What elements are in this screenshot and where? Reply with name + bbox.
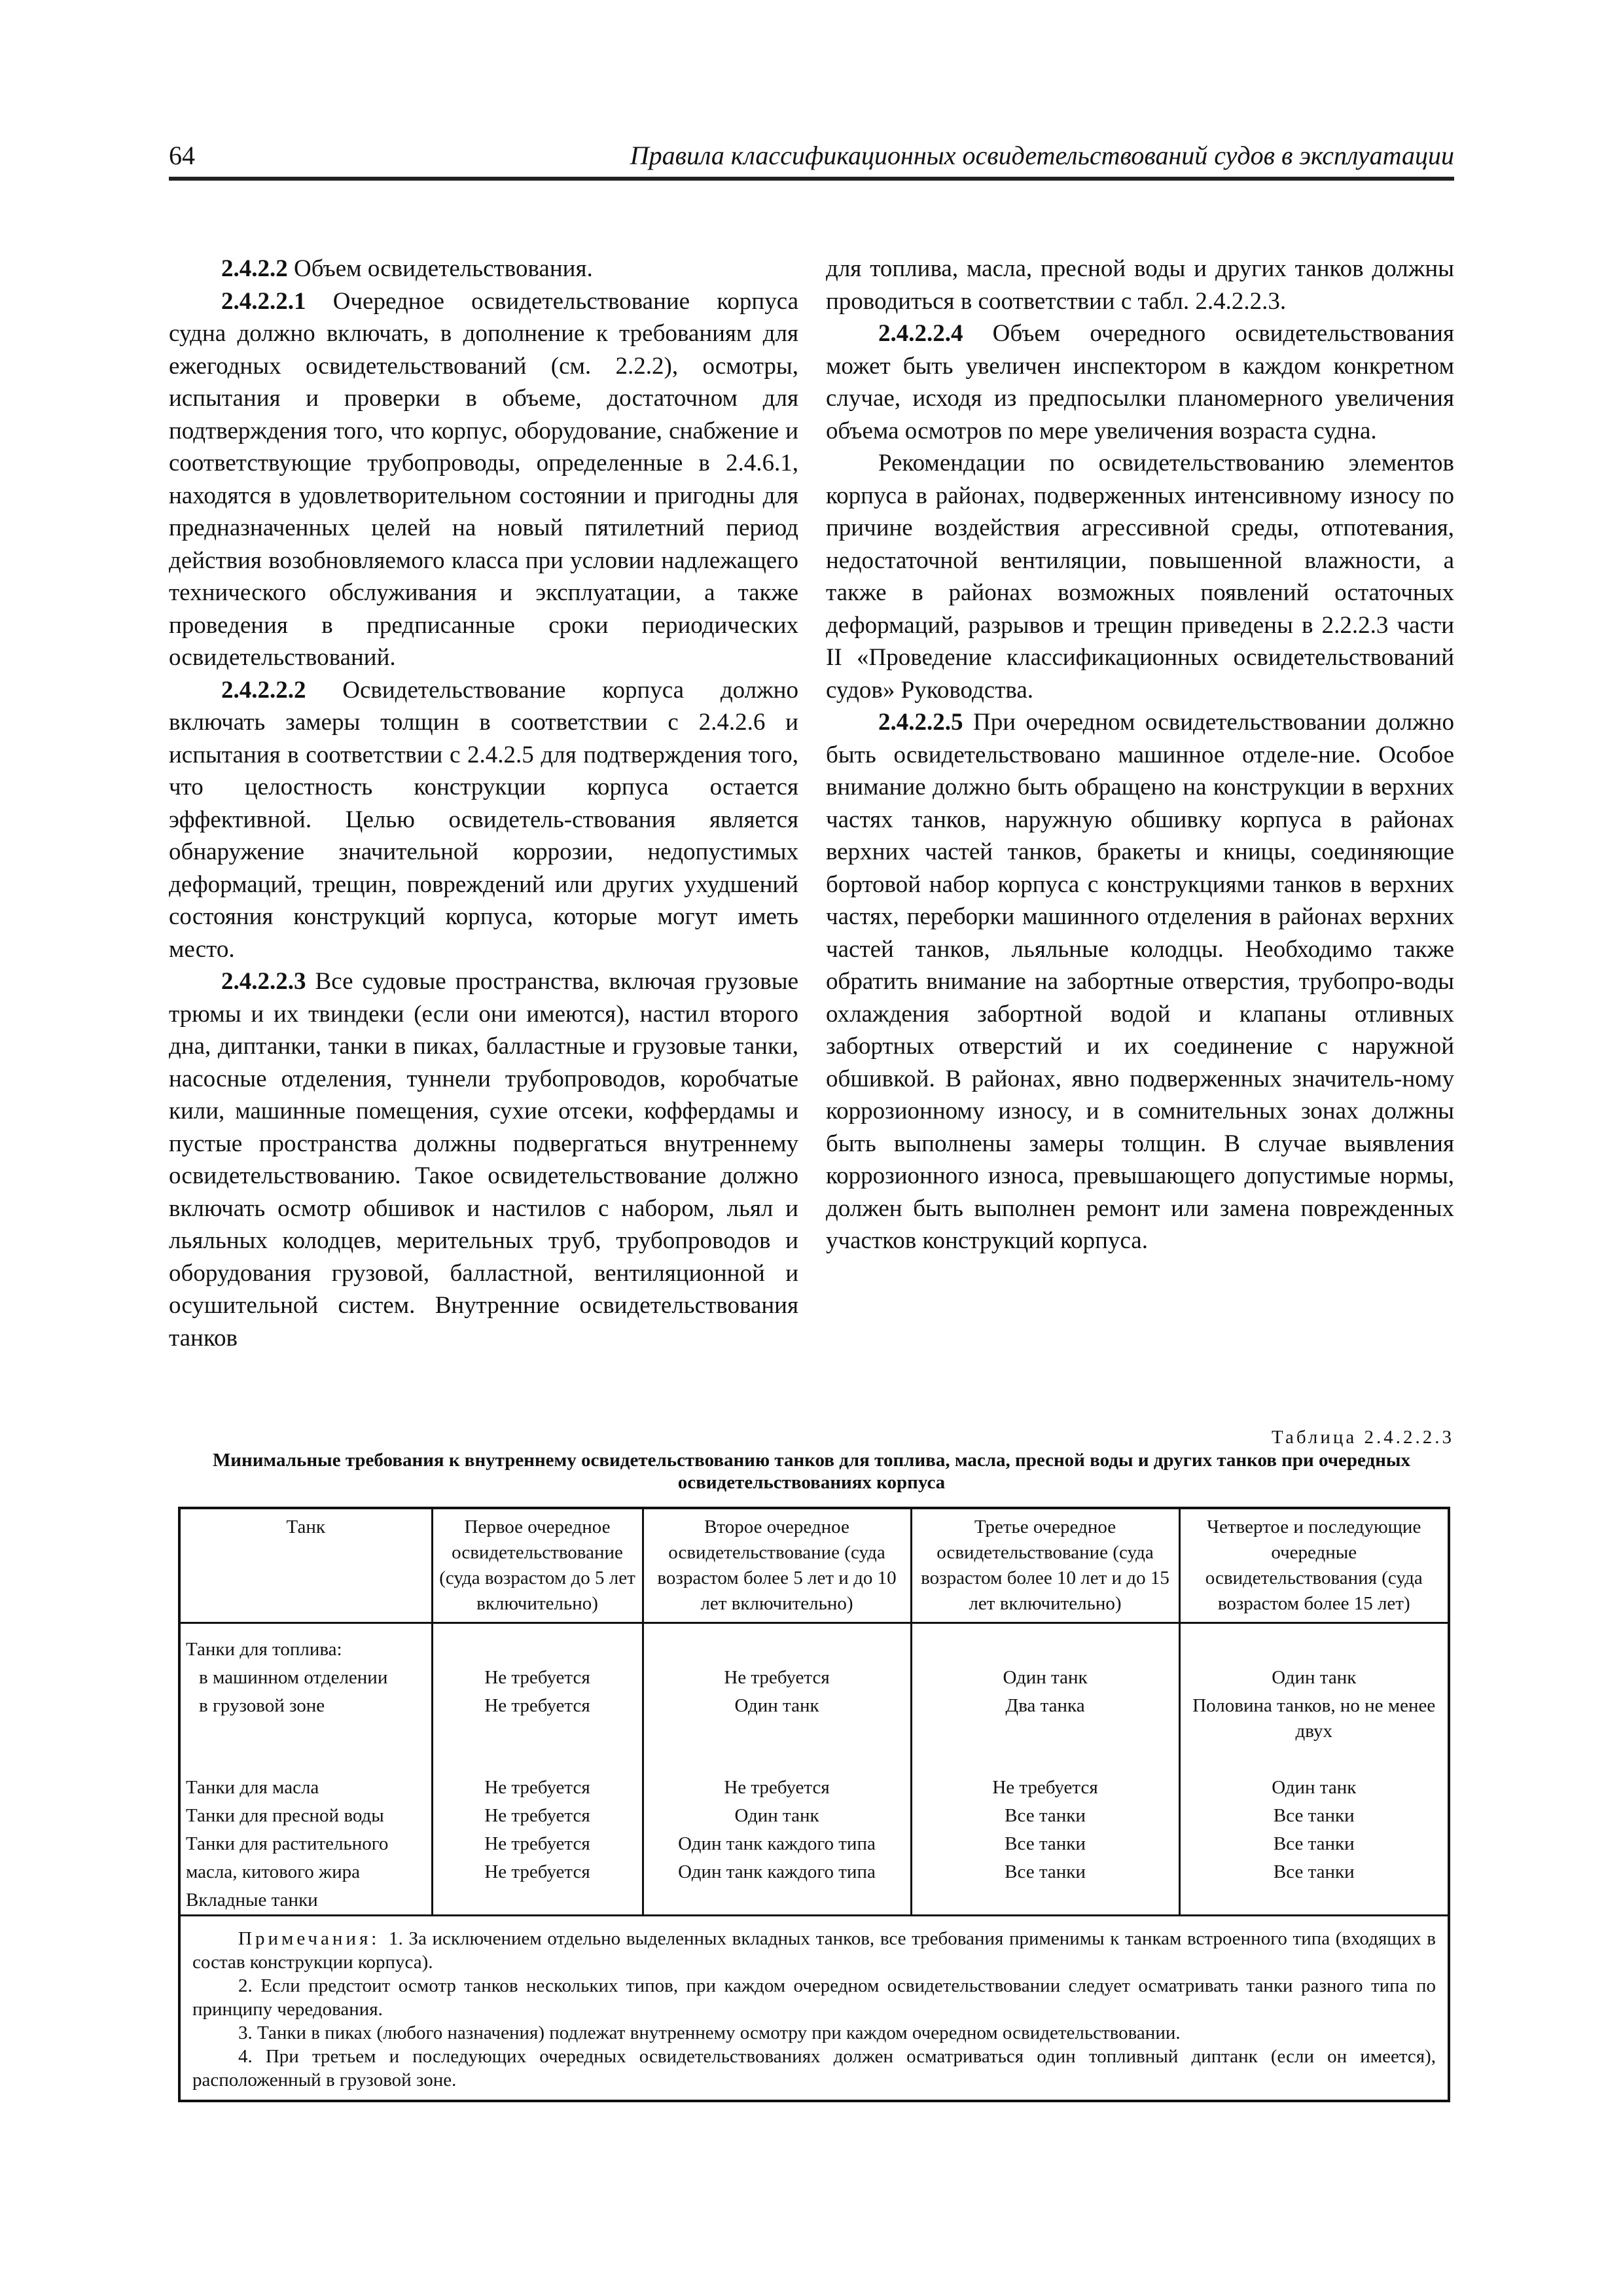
section-number: 2.4.2.2.1: [221, 287, 306, 315]
section-number: 2.4.2.2.2: [221, 676, 306, 704]
requirement-cell: [643, 1623, 911, 1664]
notes-row: [179, 1916, 1449, 2102]
requirement-cell: Не требуется: [432, 1802, 643, 1830]
tank-type-cell: Танки для масла: [179, 1774, 432, 1802]
paragraph-text: При очередном освидетельствовании должно быть освидетельствовано машинное отделе-ние. Особое внимание должно быть обращено на конструкции в верхних частях танков, наружную обшивку корпуса в районах верхних частей танков, бракеты и кницы, соединяющие бортовой набор корпуса с конструкциями танков в верхних частях, переборки машинного отделения в районах верхних частей танков, льяльные колодцы. Необходимо также обратить внимание на забортные отверстия, трубопро-воды охлаждения забортной водой и клапаны отливных забортных отверстий и их соединение с наружной обшивкой. В районах, явно подверженных значитель-ному коррозионному износу, и в сомнительных зонах должны быть выполнены замеры толщин. В случае выявления коррозионного износа, превышающего допустимые нормы, должен быть выполнен ремонт или замена поврежденных участков конструкций корпуса.: [826, 709, 1454, 1254]
table-row: [179, 1664, 1449, 1692]
table-caption: Минимальные требования к внутреннему освидетельствованию танков для топлива, масла, пресной воды и других танков при очередных освидетельствованиях корпуса: [212, 1450, 1411, 1493]
requirement-cell: Не требуется: [432, 1774, 643, 1802]
tank-type-cell: в машинном отделении: [179, 1664, 432, 1692]
requirement-cell: [1179, 1746, 1449, 1774]
tanks-table: [178, 1507, 1450, 2102]
requirement-cell: Не требуется: [432, 1830, 643, 1858]
tank-type-cell: [179, 1746, 432, 1774]
table-row: [179, 1623, 1449, 1664]
requirement-cell: [911, 1886, 1179, 1916]
requirement-cell: Не требуется: [643, 1664, 911, 1692]
note-text: 1. За исключением отдельно выделенных вкладных танков, все требования применимы к танкам встроенного типа (входящих в состав конструкции корпуса).: [192, 1928, 1436, 1973]
right-column: [826, 253, 1454, 1257]
requirement-cell: Не требуется: [432, 1858, 643, 1886]
requirement-cell: Один танк: [643, 1692, 911, 1746]
tank-type-cell: Танки для топлива:: [179, 1623, 432, 1664]
requirement-cell: Один танк: [643, 1802, 911, 1830]
requirement-cell: [911, 1746, 1179, 1774]
requirement-cell: Все танки: [1179, 1858, 1449, 1886]
paragraph-text: Объем очередного освидетельствования может быть увеличен инспектором в каждом конкретном случае, исходя из предпосылки планомерного увеличения объема осмотров по мере увеличения возраста судна.: [826, 320, 1454, 444]
header-cell: Третье очередное освидетельствование (суда возрастом более 10 лет и до 15 лет включительно): [911, 1508, 1179, 1623]
paragraph: [826, 253, 1454, 317]
requirement-cell: Один танк: [911, 1664, 1179, 1692]
paragraph-text: для топлива, масла, пресной воды и других танков должны проводиться в соответствии с табл. 2.4.2.2.3.: [826, 255, 1454, 315]
requirement-cell: Не требуется: [643, 1774, 911, 1802]
paragraph: [826, 317, 1454, 447]
tank-type-cell: Танки для растительного: [179, 1830, 432, 1858]
table-row: [179, 1886, 1449, 1916]
requirement-cell: Не требуется: [911, 1774, 1179, 1802]
header-cell: Танк: [179, 1508, 432, 1623]
left-column: [169, 253, 798, 1354]
table-note: [192, 2045, 1436, 2092]
header-rule: [169, 177, 1454, 181]
requirement-cell: Не требуется: [432, 1692, 643, 1746]
requirement-cell: Один танк каждого типа: [643, 1858, 911, 1886]
requirement-cell: [1179, 1886, 1449, 1916]
requirement-cell: Два танка: [911, 1692, 1179, 1746]
requirement-cell: Один танк: [1179, 1664, 1449, 1692]
paragraph-text: Рекомендации по освидетельствованию элементов корпуса в районах, подверженных интенсивному износу по причине воздействия агрессивной среды, отпотевания, недостаточной вентиляции, повышенной влажности, а также в районах возможных появлений остаточных деформаций, разрывов и трещин приведены в 2.2.2.3 части II «Проведение классификационных освидетельствований судов» Руководства.: [826, 450, 1454, 704]
paragraph: [169, 674, 798, 966]
note-text: 4. При третьем и последующих очередных освидетельствованиях должен осматриваться один топливный диптанк (если он имеется), расположенный в грузовой зоне.: [192, 2046, 1436, 2090]
requirement-cell: Один танк каждого типа: [643, 1830, 911, 1858]
header-cell: Четвертое и последующие очередные освидетельствования (суда возрастом более 15 лет): [1179, 1508, 1449, 1623]
requirement-cell: [1179, 1623, 1449, 1664]
notes-label: Примечания:: [238, 1928, 389, 1949]
requirement-cell: [432, 1623, 643, 1664]
table-row: [179, 1692, 1449, 1746]
section-number: 2.4.2.2.4: [878, 320, 963, 347]
section-number: 2.4.2.2.3: [221, 968, 306, 995]
paragraph-text: Все судовые пространства, включая грузовые трюмы и их твиндеки (если они имеются), настил второго дна, диптанки, танки в пиках, балластные и грузовые танки, насосные отделения, туннели трубопроводов, коробчатые кили, машинные помещения, сухие отсеки, коффердамы и пустые пространства должны подвергаться внутреннему освидетельствованию. Такое освидетельствование должно включать осмотр обшивок и настилов с набором, льял и льяльных колодцев, мерительных труб, трубопроводов и оборудования грузовой, балластной, вентиляционной и осушительной систем. Внутренние освидетельствования танков: [169, 968, 798, 1352]
paragraph: [169, 253, 798, 285]
paragraph: [826, 447, 1454, 706]
tank-type-cell: в грузовой зоне: [179, 1692, 432, 1746]
requirement-cell: Не требуется: [432, 1664, 643, 1692]
requirement-cell: [643, 1886, 911, 1916]
page-number: 64: [169, 141, 195, 170]
requirement-cell: [432, 1746, 643, 1774]
table-row: [179, 1830, 1449, 1858]
section-number: 2.4.2.2: [221, 255, 288, 282]
requirement-cell: Один танк: [1179, 1774, 1449, 1802]
header-cell: Второе очередное освидетельствование (суда возрастом более 5 лет и до 10 лет включительно): [643, 1508, 911, 1623]
table-header-row: [179, 1508, 1449, 1623]
running-title: Правила классификационных освидетельствований судов в эксплуатации: [630, 141, 1454, 170]
table-row: [179, 1802, 1449, 1830]
requirement-cell: Все танки: [911, 1858, 1179, 1886]
paragraph-text: Объем освидетельствования.: [287, 255, 593, 282]
table-row: [179, 1746, 1449, 1774]
requirement-cell: Все танки: [911, 1830, 1179, 1858]
header-cell: Первое очередное освидетельствование (суда возрастом до 5 лет включительно): [432, 1508, 643, 1623]
table-row: [179, 1774, 1449, 1802]
note-text: 3. Танки в пиках (любого назначения) подлежат внутреннему осмотру при каждом очередном освидетельствовании.: [238, 2022, 1181, 2043]
paragraph: [826, 706, 1454, 1257]
requirement-cell: Все танки: [911, 1802, 1179, 1830]
section-number: 2.4.2.2.5: [878, 709, 963, 736]
tank-type-cell: масла, китового жира: [179, 1858, 432, 1886]
paragraph-text: Очередное освидетельствование корпуса судна должно включать, в дополнение к требованиям для ежегодных освидетельствований (см. 2.2.2), осмотры, испытания и проверки в объеме, достаточном для подтверждения того, что корпус, оборудование, снабжение и соответствующие трубопроводы, определенные в 2.4.6.1, находятся в удовлетворительном состоянии и пригодны для предназначенных целей на новый пятилетний период действия возобновляемого класса при условии надлежащего технического обслуживания и эксплуатации, а также проведения в предписанные сроки периодических освидетельствований.: [169, 287, 798, 671]
requirement-cell: Все танки: [1179, 1802, 1449, 1830]
tank-type-cell: Вкладные танки: [179, 1886, 432, 1916]
table-row: [179, 1858, 1449, 1886]
note-text: 2. Если предстоит осмотр танков нескольких типов, при каждом очередном освидетельствовании следует осматривать танки разного типа по принципу чередования.: [192, 1975, 1436, 2020]
paragraph-text: Освидетельствование корпуса должно включать замеры толщин в соответствии с 2.4.2.6 и испытания в соответствии с 2.4.2.5 для подтверждения того, что целостность конструкции корпуса остается эффективной. Целью освидетель-ствования является обнаружение значительной коррозии, недопустимых деформаций, трещин, повреждений или других ухудшений состояния конструкций корпуса, которые могут иметь место.: [169, 676, 798, 963]
requirement-cell: [911, 1623, 1179, 1664]
requirement-cell: [432, 1886, 643, 1916]
table-note: [192, 2021, 1436, 2045]
table-label: Таблица 2.4.2.2.3: [1271, 1427, 1454, 1448]
notes-cell: [179, 1916, 1449, 2102]
tank-type-cell: Танки для пресной воды: [179, 1802, 432, 1830]
requirement-cell: [643, 1746, 911, 1774]
table-note: [192, 1927, 1436, 1974]
paragraph: [169, 285, 798, 674]
requirement-cell: Половина танков, но не менее двух: [1179, 1692, 1449, 1746]
table-note: [192, 1974, 1436, 2021]
paragraph: [169, 965, 798, 1354]
requirement-cell: Все танки: [1179, 1830, 1449, 1858]
